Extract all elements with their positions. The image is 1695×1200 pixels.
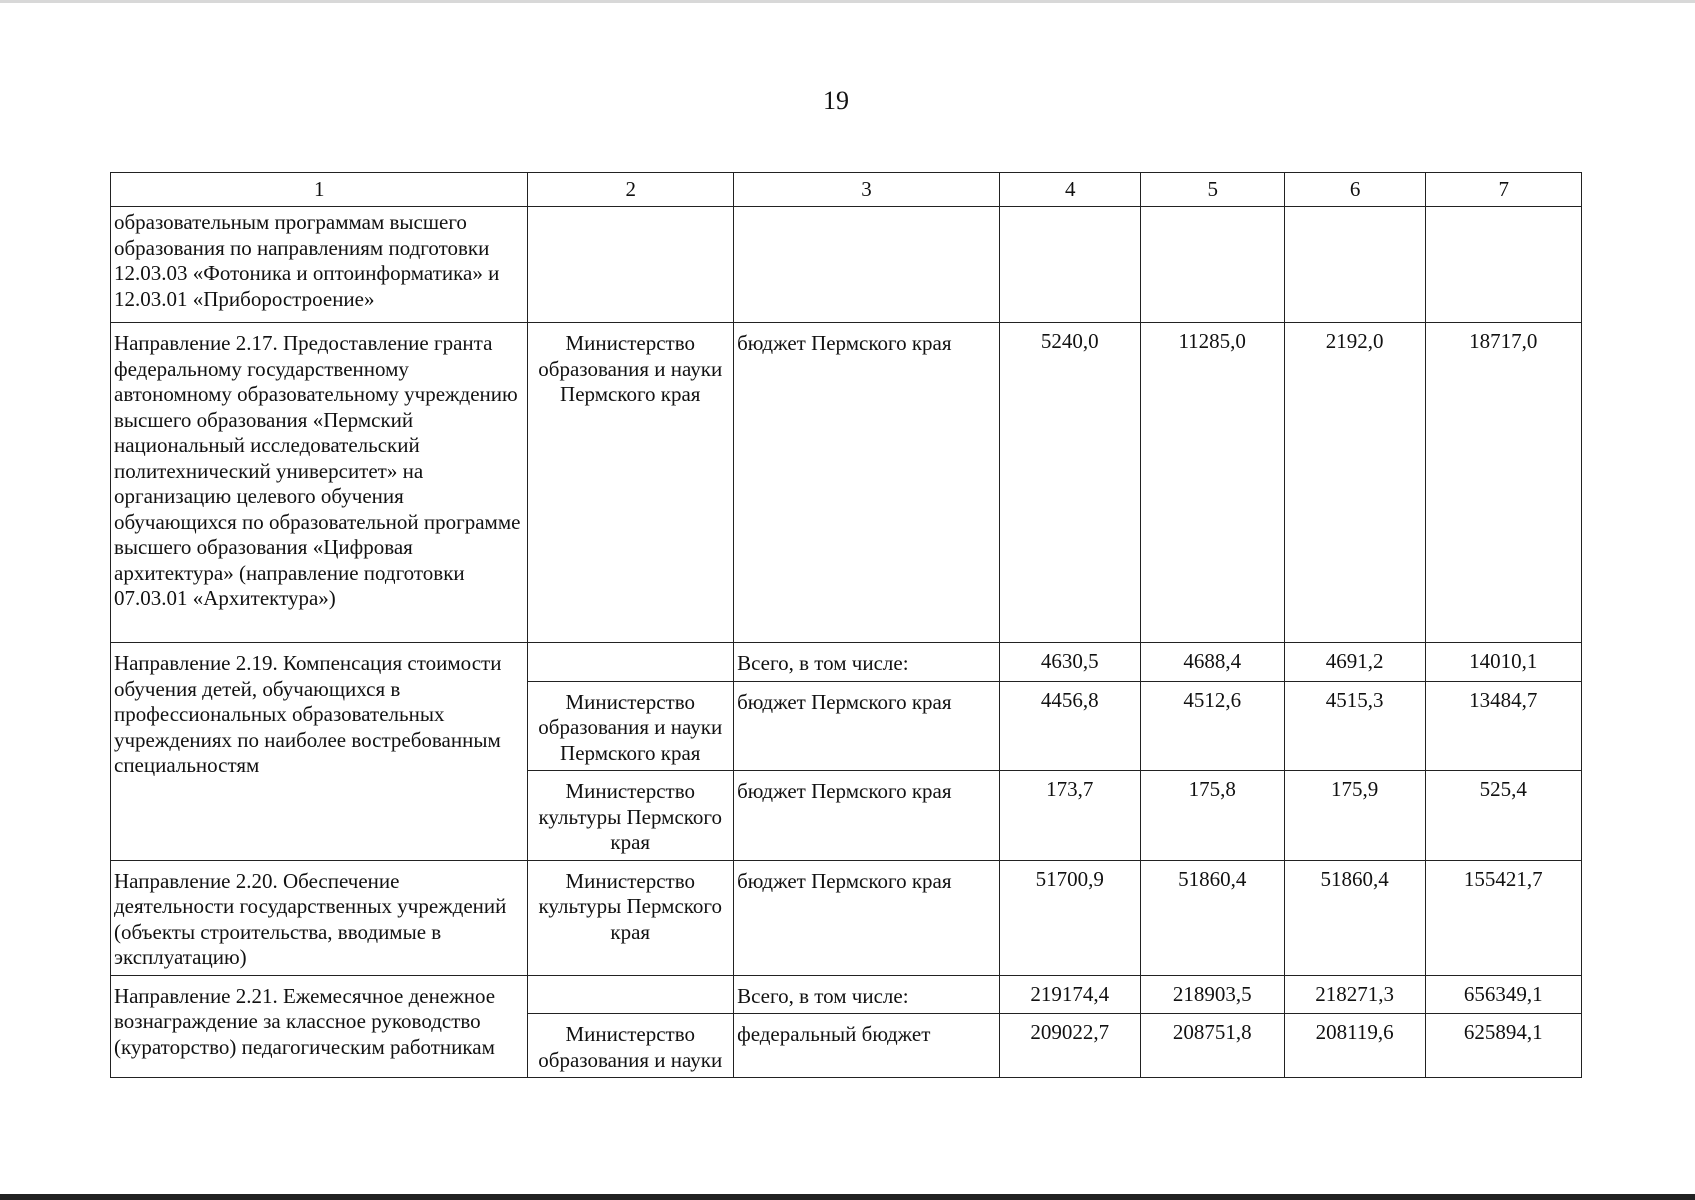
value-year-3: 4515,3 <box>1284 681 1425 771</box>
column-header: 1 <box>111 173 528 207</box>
value-total: 14010,1 <box>1426 643 1582 682</box>
funding-source: Всего, в том числе: <box>734 643 1000 682</box>
empty-cell <box>1426 207 1582 323</box>
value-total: 525,4 <box>1426 771 1582 861</box>
value-year-2: 11285,0 <box>1141 323 1284 643</box>
funding-source: Всего, в том числе: <box>734 975 1000 1014</box>
funding-source: бюджет Пермского края <box>734 681 1000 771</box>
value-total: 625894,1 <box>1426 1014 1582 1078</box>
funding-source: федеральный бюджет <box>734 1014 1000 1078</box>
value-year-2: 51860,4 <box>1141 860 1284 975</box>
table-row <box>111 860 1582 975</box>
scan-bottom-edge <box>0 1194 1695 1200</box>
value-year-2: 218903,5 <box>1141 975 1284 1014</box>
value-year-3: 218271,3 <box>1284 975 1425 1014</box>
value-year-1: 51700,9 <box>999 860 1140 975</box>
value-year-2: 175,8 <box>1141 771 1284 861</box>
value-year-3: 2192,0 <box>1284 323 1425 643</box>
value-year-1: 209022,7 <box>999 1014 1140 1078</box>
value-total: 13484,7 <box>1426 681 1582 771</box>
table-row <box>111 207 1582 323</box>
value-year-1: 4630,5 <box>999 643 1140 682</box>
direction-description: образовательным программам высшего образования по направлениям подготовки 12.03.03 «Фотоника и оптоинформатика» и 12.03.01 «Приборостроение» <box>111 207 528 323</box>
value-year-1: 219174,4 <box>999 975 1140 1014</box>
column-header: 5 <box>1141 173 1284 207</box>
column-header: 4 <box>999 173 1140 207</box>
table-row <box>111 975 1582 1014</box>
funding-source: бюджет Пермского края <box>734 860 1000 975</box>
column-header: 6 <box>1284 173 1425 207</box>
empty-cell <box>734 207 1000 323</box>
column-header: 3 <box>734 173 1000 207</box>
value-year-3: 208119,6 <box>1284 1014 1425 1078</box>
responsible-ministry: Министерство культуры Пермского края <box>528 771 734 861</box>
responsible-ministry: Министерство образования и науки Пермского края <box>528 323 734 643</box>
budget-table <box>110 172 1582 1078</box>
empty-cell <box>999 207 1140 323</box>
responsible-ministry <box>528 975 734 1014</box>
value-year-3: 4691,2 <box>1284 643 1425 682</box>
value-year-2: 208751,8 <box>1141 1014 1284 1078</box>
funding-source: бюджет Пермского края <box>734 323 1000 643</box>
funding-source: бюджет Пермского края <box>734 771 1000 861</box>
value-year-2: 4688,4 <box>1141 643 1284 682</box>
direction-description: Направление 2.21. Ежемесячное денежное вознаграждение за классное руководство (кураторство) педагогическим работникам <box>111 975 528 1078</box>
value-year-1: 4456,8 <box>999 681 1140 771</box>
empty-cell <box>528 207 734 323</box>
responsible-ministry: Министерство образования и науки Пермского края <box>528 681 734 771</box>
table-row <box>111 323 1582 643</box>
empty-cell <box>1141 207 1284 323</box>
direction-description: Направление 2.20. Обеспечение деятельности государственных учреждений (объекты строительства, вводимые в эксплуатацию) <box>111 860 528 975</box>
value-year-1: 5240,0 <box>999 323 1140 643</box>
table-header-row <box>111 173 1582 207</box>
page-number: 19 <box>823 86 849 115</box>
column-header: 2 <box>528 173 734 207</box>
value-year-2: 4512,6 <box>1141 681 1284 771</box>
value-year-3: 51860,4 <box>1284 860 1425 975</box>
responsible-ministry: Министерство образования и науки <box>528 1014 734 1078</box>
responsible-ministry: Министерство культуры Пермского края <box>528 860 734 975</box>
value-total: 656349,1 <box>1426 975 1582 1014</box>
direction-description: Направление 2.17. Предоставление гранта федеральному государственному автономному образовательному учреждению высшего образования «Пермский национальный исследовательский политехнический университет» на организацию целевого обучения обучающихся по образовательной программе высшего образования «Цифровая архитектура» (направление подготовки 07.03.01 «Архитектура») <box>111 323 528 643</box>
value-total: 155421,7 <box>1426 860 1582 975</box>
value-total: 18717,0 <box>1426 323 1582 643</box>
scan-top-edge <box>0 0 1695 3</box>
table-row <box>111 643 1582 682</box>
column-header: 7 <box>1426 173 1582 207</box>
empty-cell <box>1284 207 1425 323</box>
direction-description: Направление 2.19. Компенсация стоимости обучения детей, обучающихся в профессиональных образовательных учреждениях по наиболее востребованным специальностям <box>111 643 528 861</box>
value-year-1: 173,7 <box>999 771 1140 861</box>
value-year-3: 175,9 <box>1284 771 1425 861</box>
responsible-ministry <box>528 643 734 682</box>
